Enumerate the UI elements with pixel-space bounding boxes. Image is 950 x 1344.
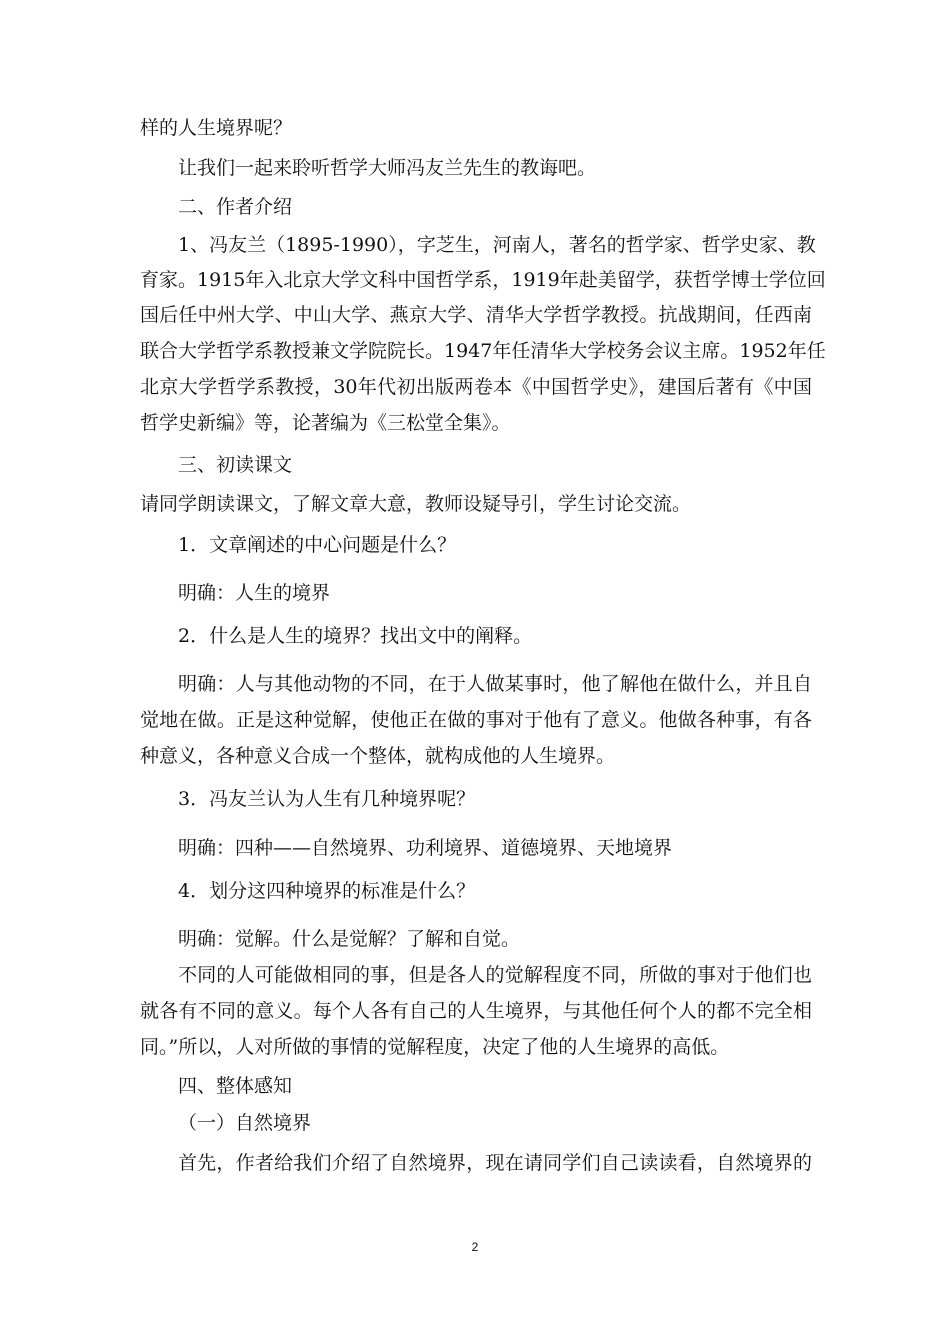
text-line: 国后任中州大学、中山大学、燕京大学、清华大学哲学教授。抗战期间，任西南 [140,304,812,326]
answer-line: 明确：觉解。什么是觉解？了解和自觉。 [178,928,521,950]
text-line: 不同的人可能做相同的事，但是各人的觉解程度不同，所做的事对于他们也 [178,964,812,986]
page-number: 2 [471,1240,479,1254]
text-line: 哲学史新编》等，论著编为《三松堂全集》。 [140,412,511,434]
question-line: 1．文章阐述的中心问题是什么？ [178,534,457,556]
question-line: 4．划分这四种境界的标准是什么？ [178,880,476,902]
text-line: 就各有不同的意义。每个人各有自己的人生境界，与其他任何个人的都不完全相 [140,1000,812,1022]
section-heading: 三、初读课文 [178,454,293,476]
text-line: 联合大学哲学系教授兼文学院院长。1947年任清华大学校务会议主席。1952年任 [140,340,826,362]
text-line: 让我们一起来聆听哲学大师冯友兰先生的教诲吧。 [178,157,597,179]
answer-line: 明确：四种——自然境界、功利境界、道德境界、天地境界 [178,837,673,859]
text-line: 1、冯友兰（1895-1990），字芝生，河南人，著名的哲学家、哲学史家、教 [178,234,816,256]
answer-line: 明确：人生的境界 [178,582,331,604]
text-line: 请同学朗读课文，了解文章大意，教师设疑导引，学生讨论交流。 [140,493,692,515]
text-line: 样的人生境界呢？ [140,117,293,139]
text-line: 育家。1915年入北京大学文科中国哲学系，1919年赴美留学，获哲学博士学位回 [140,269,826,291]
text-line: 觉地在做。正是这种觉解，使他正在做的事对于他有了意义。他做各种事，有各 [140,709,812,731]
subsection-heading: （一）自然境界 [178,1112,312,1134]
question-line: 2．什么是人生的境界？找出文中的阐释。 [178,625,533,647]
question-line: 3．冯友兰认为人生有几种境界呢？ [178,788,476,810]
text-line: 北京大学哲学系教授，30年代初出版两卷本《中国哲学史》，建国后著有《中国 [140,376,812,398]
text-line: 同。”所以，人对所做的事情的觉解程度，决定了他的人生境界的高低。 [140,1036,730,1058]
answer-line: 明确：人与其他动物的不同，在于人做某事时，他了解他在做什么，并且自 [178,673,812,695]
text-line: 首先，作者给我们介绍了自然境界，现在请同学们自己读读看，自然境界的 [178,1152,812,1174]
section-heading: 二、作者介绍 [178,196,293,218]
text-line: 种意义，各种意义合成一个整体，就构成他的人生境界。 [140,745,616,767]
section-heading: 四、整体感知 [178,1075,293,1097]
